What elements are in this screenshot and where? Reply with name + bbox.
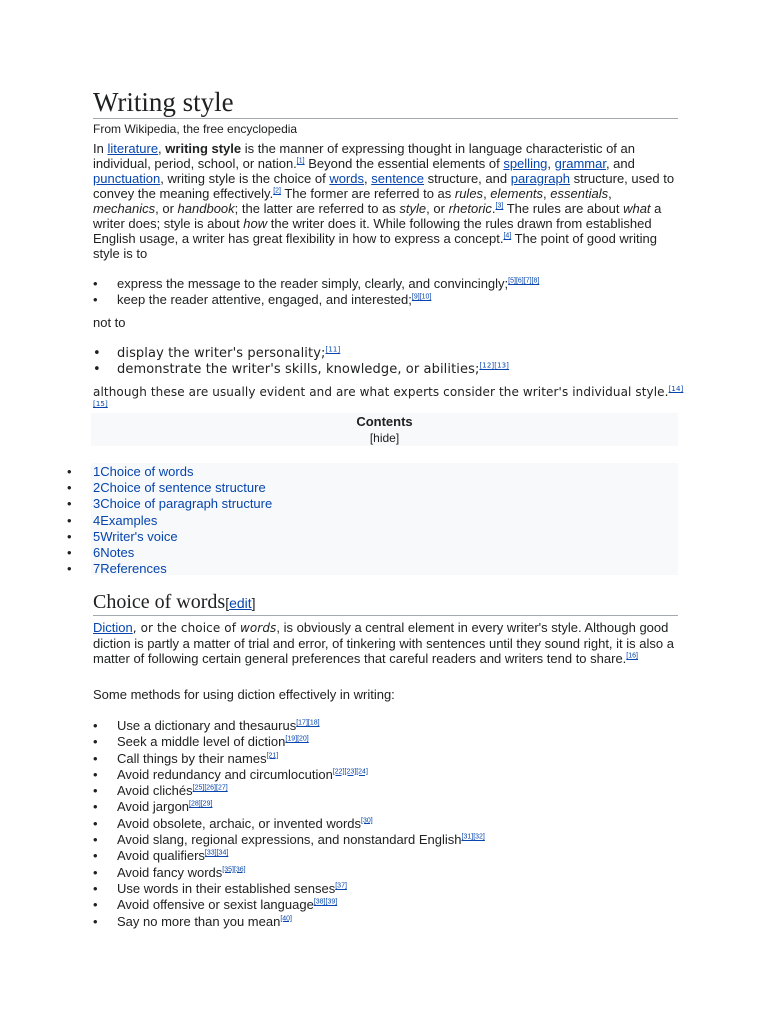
toc [67,463,678,575]
although-text: although these are usually evident and are what experts consider the writer's individual style.[14][15] [93,385,684,408]
not-to-text: not to [93,315,126,330]
list-item: • keep the reader attentive, engaged, and interested;[9][10] [93,292,678,308]
list-item: • express the message to the reader simply, clearly, and convincingly;[5][6][7][8] [93,276,678,292]
list-item: • Use words in their established senses[37] [93,881,678,897]
methods-list [93,718,678,930]
citation-link[interactable]: [12] [479,361,495,370]
toc-item[interactable]: • 7References [67,561,678,577]
citation-link[interactable]: [11] [325,345,341,354]
citation-link[interactable]: [16] [626,652,638,660]
citation-link[interactable]: [29] [200,801,213,809]
citation-link[interactable]: [20] [297,735,309,743]
list-item: • Avoid clichés[25][26][27] [93,783,678,799]
tagline: From Wikipedia, the free encyclopedia [93,122,298,136]
toc-item[interactable]: • 2Choice of sentence structure [67,480,678,496]
link-paragraph[interactable]: paragraph [510,171,570,186]
citation-link[interactable]: [2] [273,187,281,195]
citation-link[interactable]: [1] [296,157,305,165]
citation-link[interactable]: [23] [344,768,357,776]
citation-link[interactable]: [32] [473,833,485,841]
citation-link[interactable]: [36] [233,866,246,874]
citation-link[interactable]: [30] [361,817,373,825]
list-item: • demonstrate the writer's skills, knowledge, or abilities;[12][13] [93,362,678,378]
citation-link[interactable]: [27] [216,784,228,792]
citation-link[interactable]: [22] [332,768,345,776]
citation-link[interactable]: [33] [204,850,217,858]
citation-link[interactable]: [5] [508,277,516,285]
toc-header [91,413,678,446]
citation-link[interactable]: [19] [285,735,298,743]
link-spelling[interactable]: spelling [503,156,548,171]
link-sentence[interactable]: sentence [371,171,424,186]
link-punctuation[interactable]: punctuation [93,171,161,186]
toc-item[interactable]: • 3Choice of paragraph structure [67,496,678,512]
list-item: • Avoid jargon[28][29] [93,799,678,815]
list-item: • Avoid obsolete, archaic, or invented words[30] [93,816,678,832]
list-item: • Say no more than you mean[40] [93,914,678,930]
list-item: • Use a dictionary and thesaurus[17][18] [93,718,678,734]
citation-link[interactable]: [35] [222,866,234,874]
page-title: Writing style [93,86,678,119]
list-item: • display the writer's personality;[11] [93,346,678,362]
citation-link[interactable]: [24] [356,768,368,776]
citation-link[interactable]: [13] [494,361,510,370]
edit-section-link[interactable]: edit [229,595,252,611]
toc-item[interactable]: • 6Notes [67,545,678,561]
list-item: • Avoid qualifiers[33][34] [93,848,678,864]
citation-link[interactable]: [4] [503,232,512,240]
citation-link[interactable]: [9] [411,293,420,301]
methods-intro: Some methods for using diction effectively in writing: [93,687,395,702]
citation-link[interactable]: [25] [192,784,205,792]
citation-link[interactable]: [6] [515,277,524,285]
link-words[interactable]: words [329,171,364,186]
citation-link[interactable]: [40] [280,915,293,923]
citation-link[interactable]: [34] [216,850,229,858]
list-item: • Avoid offensive or sexist language[38][39] [93,897,678,913]
link-literature[interactable]: literature [107,141,159,156]
toc-item[interactable]: • 5Writer's voice [67,529,678,545]
citation-link[interactable]: [26] [204,784,217,792]
list-item: • Avoid fancy words[35][36] [93,865,678,881]
citation-link[interactable]: [17] [296,719,308,727]
citation-link[interactable]: [31] [461,833,474,841]
citation-link[interactable]: [37] [335,882,347,890]
toc-title: Contents [356,414,413,429]
toc-hide-toggle[interactable]: [hide] [369,431,400,445]
list-item: • Avoid redundancy and circumlocution[22][23][24] [93,767,678,783]
diction-paragraph: Diction, or the choice of words, is obviously a central element in every writer's style. Although good diction is partly a matter of trial and error, of tinkering with sentences until they sound right, it is also a matter of following certain general preferences that careful readers and writers tend to share.[16] [93,620,674,666]
citation-link[interactable]: [8] [531,277,540,285]
section-heading-choice-of-words: Choice of words[edit] [93,590,678,616]
citation-link[interactable]: [21] [266,752,279,760]
citation-link[interactable]: [7] [523,277,532,285]
intro-paragraph: In literature, writing style is the manner of expressing thought in language characteristic of an individual, period, school, or nation.[1] Beyond the essential elements of spelling, grammar, and punctuation, writing style is the choice of words, sentence structure, and paragraph structure, used to convey the meaning effectively.[2] The former are referred to as rules, elements, essentials, mechanics, or handbook; the latter are referred to as style, or rhetoric.[3] The rules are about what a writer does; style is about how the writer does it. While following the rules drawn from established English usage, a writer has great flexibility in how to express a concept.[4] The point of good writing style is to [93,141,675,261]
citation-link[interactable]: [15] [93,400,108,408]
toc-item[interactable]: • 1Choice of words [67,464,678,480]
citation-link[interactable]: [10] [419,293,432,301]
list-item: • Seek a middle level of diction[19][20] [93,734,678,750]
link-grammar[interactable]: grammar [554,156,606,171]
citation-link[interactable]: [14] [668,385,684,393]
citation-link[interactable]: [18] [307,719,320,727]
toc-item[interactable]: • 4Examples [67,513,678,529]
goals-list [93,276,678,308]
avoid-list [93,346,678,378]
citation-link[interactable]: [3] [495,202,504,210]
list-item: • Avoid slang, regional expressions, and nonstandard English[31][32] [93,832,678,848]
citation-link[interactable]: [28] [189,801,201,809]
link-diction[interactable]: Diction [93,620,133,635]
citation-link[interactable]: [39] [325,898,338,906]
list-item: • Call things by their names[21] [93,751,678,767]
citation-link[interactable]: [38] [313,898,326,906]
